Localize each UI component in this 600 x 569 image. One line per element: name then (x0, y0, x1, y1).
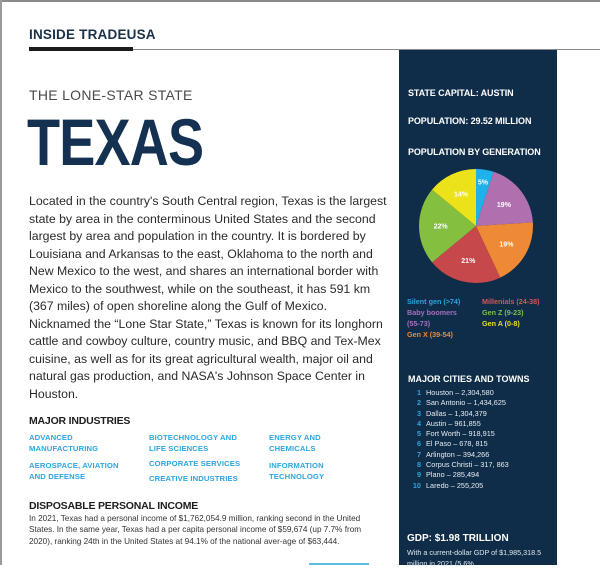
masthead-underline (29, 47, 133, 51)
city-text: Laredo – 255,205 (426, 480, 484, 490)
city-text: El Paso – 678, 815 (426, 439, 488, 449)
industry-item (149, 457, 240, 486)
city-item (411, 460, 509, 470)
cities-list (411, 388, 509, 491)
income-heading: DISPOSABLE PERSONAL INCOME (29, 500, 199, 512)
industry-label: TECHNOLOGY (269, 472, 325, 481)
pie-label-baby-boomers: 21% (461, 257, 476, 265)
city-item (411, 398, 509, 408)
legend-baby-boomers-range: (55-73) (407, 319, 431, 328)
city-rank: 4 (416, 418, 421, 428)
legend-baby-boomers: Baby boomers (407, 308, 457, 317)
industry-label: CORPORATE SERVICES (149, 459, 241, 468)
legend-gen-x: Gen X (39-54) (407, 330, 453, 339)
city-rank: 6 (416, 439, 421, 449)
city-text: Fort Worth – 918,915 (426, 429, 495, 439)
city-rank: 10 (412, 480, 421, 490)
city-rank: 3 (416, 408, 421, 418)
generation-heading: POPULATION BY GENERATION (408, 147, 541, 157)
industry-item (269, 460, 324, 482)
legend-silent-gen: Silent gen (>74) (407, 297, 461, 306)
masthead: INSIDE TRADEUSA (29, 27, 156, 42)
city-rank: 9 (416, 470, 421, 480)
income-paragraph: In 2021, Texas had a personal income of $1,762,054.9 million, ranking second in the United States. In the same year, Texas had a per capita personal income of $59,674 (up 7.7% from 2020), ranking 24th in the United States at 94.1% of the national aver-age of $63,444. (29, 514, 362, 546)
industry-item (29, 432, 98, 454)
industry-label: ENERGY AND (269, 433, 321, 442)
city-text: Corpus Christi – 317, 863 (426, 460, 509, 470)
city-item (411, 450, 509, 460)
legend-gen-z: Gen Z (9-23) (482, 308, 524, 317)
gdp-text: With a current-dollar GDP of $1,985,318.5 million in 2021 (5.6% (407, 548, 542, 568)
industry-label: CHEMICALS (269, 444, 316, 453)
city-rank: 8 (416, 460, 421, 470)
city-rank: 2 (416, 398, 421, 408)
city-item (411, 481, 509, 491)
pie-label-gen-a: 14% (453, 191, 468, 199)
city-text: Plano – 285,494 (426, 470, 480, 480)
page-title: TEXAS (27, 105, 204, 179)
city-item (411, 470, 509, 480)
population: POPULATION: 29.52 MILLION (408, 116, 532, 126)
cities-heading: MAJOR CITIES AND TOWNS (408, 374, 530, 384)
city-text: Austin – 961,855 (426, 418, 481, 428)
page-border-top (0, 0, 600, 2)
industries-heading: MAJOR INDUSTRIES (29, 415, 131, 427)
industry-label: AND DEFENSE (29, 472, 86, 481)
pie-label-gen-x: 19% (499, 241, 514, 249)
city-text: San Antonio – 1,434,625 (426, 398, 506, 408)
industry-label: LIFE SCIENCES (149, 444, 209, 453)
city-text: Houston – 2,304,580 (426, 388, 494, 397)
city-item (411, 388, 509, 398)
intro-paragraph: Located in the country's South Central region, Texas is the largest state by area in the conterminous United States and the second largest by area and population in the country. It is bordered by Louisiana and Arkansas to the east, Oklahoma to the north and New Mexico to the west, and shares an international border with Mexico to the southwest, while on the southeast, it has 591 km (367 miles) of open shoreline along the Gulf of Mexico. Nicknamed the “Lone Star State,” Texas is known for its longhorn cattle and cowboy culture, country music, and BBQ and Tex-Mex cuisine, as well as for its great agricultural wealth, major oil and natural gas production, and NASA's Johnson Space Center in Houston. (29, 194, 387, 401)
pie-label-gen-z: 22% (433, 223, 448, 231)
generation-pie-chart (418, 168, 534, 284)
industry-label: CREATIVE INDUSTRIES (149, 473, 238, 483)
pie-label-millenials: 19% (496, 201, 511, 209)
industry-item (269, 432, 321, 454)
pie-svg (418, 168, 534, 284)
city-text: Arlington – 394,266 (426, 449, 490, 459)
city-item (411, 439, 509, 449)
city-item (411, 429, 509, 439)
city-rank: 1 (416, 388, 421, 397)
state-capital: STATE CAPITAL: AUSTIN (408, 88, 514, 98)
industry-label: AEROSPACE, AVIATION (29, 461, 119, 470)
city-item (411, 419, 509, 429)
industry-label: MANUFACTURING (29, 444, 99, 453)
industry-label: ADVANCED (29, 433, 73, 442)
legend-gen-a: Gen A (0-8) (482, 319, 520, 328)
industry-label: BIOTECHNOLOGY AND (149, 433, 237, 442)
industry-item (149, 432, 237, 454)
kicker: THE LONE-STAR STATE (29, 87, 193, 103)
legend-millenials: Millenials (24-38) (482, 297, 540, 306)
industry-item (29, 460, 119, 482)
city-item (411, 409, 509, 419)
industry-label: INFORMATION (269, 461, 324, 470)
pie-label-silent-gen: 5% (477, 179, 489, 187)
page-border-left (0, 0, 2, 565)
city-text: Dallas – 1,304,379 (426, 408, 487, 418)
city-rank: 5 (416, 429, 421, 439)
city-rank: 7 (416, 449, 421, 459)
gdp-heading: GDP: $1.98 TRILLION (407, 533, 509, 544)
